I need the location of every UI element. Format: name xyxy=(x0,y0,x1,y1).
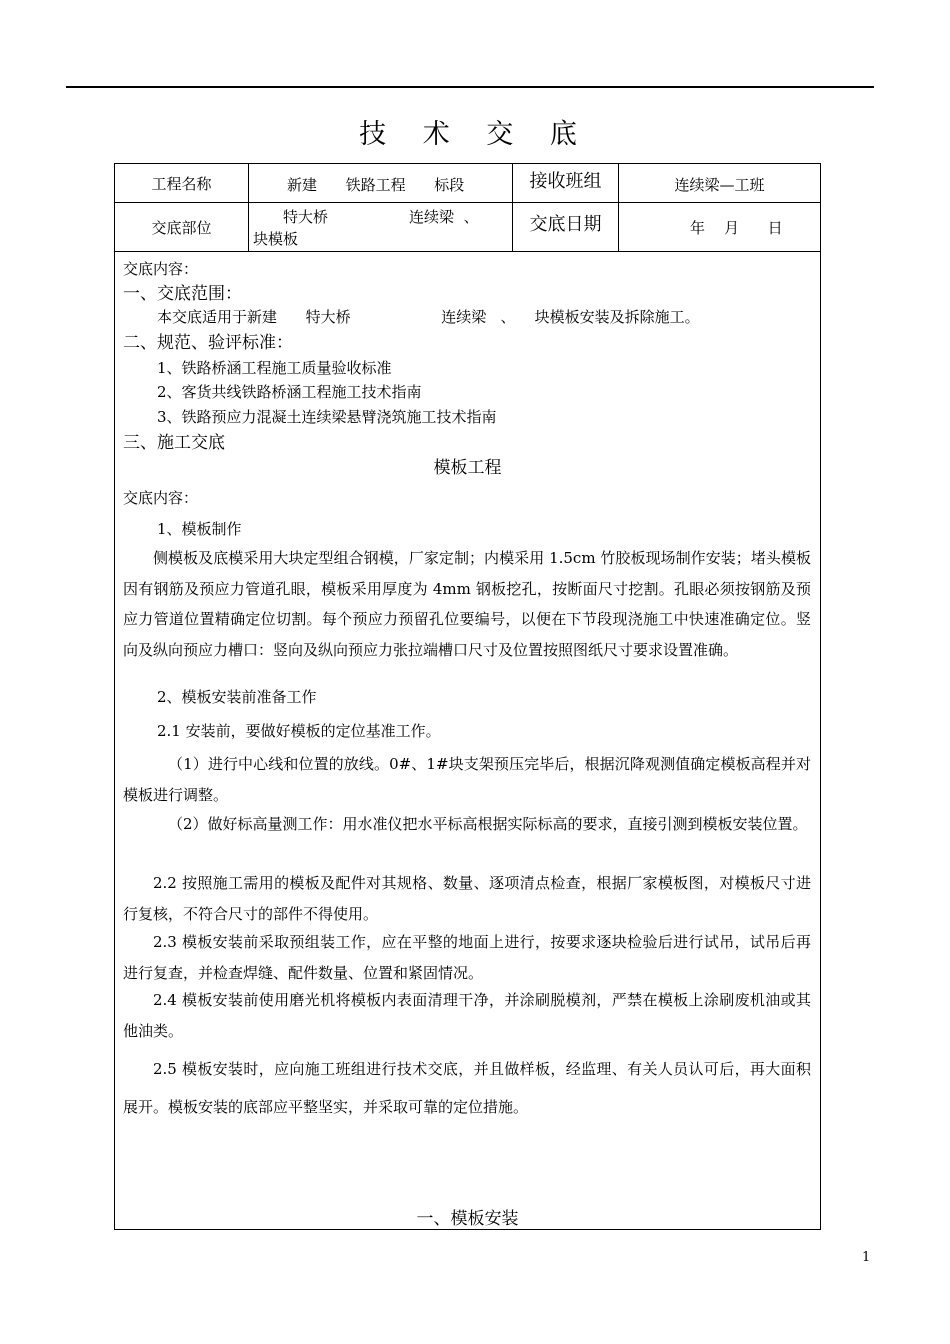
bottom-heading: 一、模板安装 xyxy=(416,1209,519,1229)
receiver-value: 连续梁—工班 xyxy=(674,176,765,194)
row-divider-1 xyxy=(115,202,820,203)
paragraph-2-3: 2.3 模板安装前采取预组装工作，应在平整的地面上进行，按要求逐块检验后进行试吊，试吊后再进行复查，并检查焊缝、配件数量、位置和紧固情况。 xyxy=(123,933,811,982)
receiver-label: 接收班组 xyxy=(529,171,602,192)
paragraph-2-1-b: （2）做好标高量测工作：用水准仪把水平标高根据实际标高的要求，直接引测到模板安装位置。 xyxy=(168,815,808,833)
item-1-title: 1、模板制作 xyxy=(157,520,242,538)
item-2-title: 2、模板安装前准备工作 xyxy=(157,688,317,706)
top-rule xyxy=(66,86,874,88)
standard-2: 2、客货共线铁路桥涵工程施工技术指南 xyxy=(157,383,422,401)
section-2-title: 二、规范、验评标准： xyxy=(123,333,293,353)
row-divider-2 xyxy=(115,251,820,252)
paragraph-2-4: 2.4 模板安装前使用磨光机将模板内表面清理干净，并涂刷脱模剂，严禁在模板上涂刷废机油或其他油类。 xyxy=(123,991,811,1040)
project-name-label: 工程名称 xyxy=(151,175,212,193)
col-divider-1 xyxy=(248,164,249,252)
standard-3: 3、铁路预应力混凝土连续梁悬臂浇筑施工技术指南 xyxy=(157,408,497,426)
project-name-value: 新建 铁路工程 标段 xyxy=(287,176,465,194)
standard-1: 1、铁路桥涵工程施工质量验收标准 xyxy=(157,359,392,377)
paragraph-2-1-a: （1）进行中心线和位置的放线。0#、1#块支架预压完毕后，根据沉降观测值确定模板高程并对模板进行调整。 xyxy=(123,755,811,804)
section-3-title: 三、施工交底 xyxy=(123,433,225,453)
part-value-line2: 块模板 xyxy=(253,230,299,248)
date-value: 年 月 日 xyxy=(690,219,783,237)
date-label: 交底日期 xyxy=(529,214,602,235)
content-label: 交底内容： xyxy=(123,260,199,278)
content-label-2: 交底内容： xyxy=(123,489,199,507)
item-1-text: 侧模板及底模采用大块定型组合钢模，厂家定制；内模采用 1.5cm 竹胶板现场制作安装；堵头模板因有钢筋及预应力管道孔眼，模板采用厚度为 4mm 钢板挖孔，按断面尺寸挖割。孔眼必须按钢筋及预应力管道位置精确定位切割。每个预应力预留孔位要编号，以便在下节段现浇施工中快速准确定位。竖向及纵向预应力槽口：竖向及纵向预应力张拉端槽口尺寸及位置按照图纸尺寸要求设置准确。 xyxy=(123,549,811,659)
paragraph-2-2: 2.2 按照施工需用的模板及配件对其规格、数量、逐项清点检查，根据厂家模板图，对模板尺寸进行复核，不符合尺寸的部件不得使用。 xyxy=(123,874,811,923)
document-title: 技 术 交 底 xyxy=(359,119,591,150)
paragraph-2-1: 2.1 安装前，要做好模板的定位基准工作。 xyxy=(157,722,441,740)
disclosure-table xyxy=(114,163,821,1230)
section-1-text: 本交底适用于新建 特大桥 连续梁 、 块模板安装及拆除施工。 xyxy=(157,308,700,326)
part-label: 交底部位 xyxy=(151,219,212,237)
subtitle: 模板工程 xyxy=(433,458,502,478)
page-number: 1 xyxy=(862,1250,871,1265)
paragraph-2-5: 2.5 模板安装时，应向施工班组进行技术交底，并且做样板，经监理、有关人员认可后，再大面积展开。模板安装的底部应平整坚实，并采取可靠的定位措施。 xyxy=(123,1060,811,1116)
part-value-line1: 特大桥 连续梁 、 xyxy=(283,208,479,226)
section-1-title: 一、交底范围： xyxy=(123,284,242,304)
